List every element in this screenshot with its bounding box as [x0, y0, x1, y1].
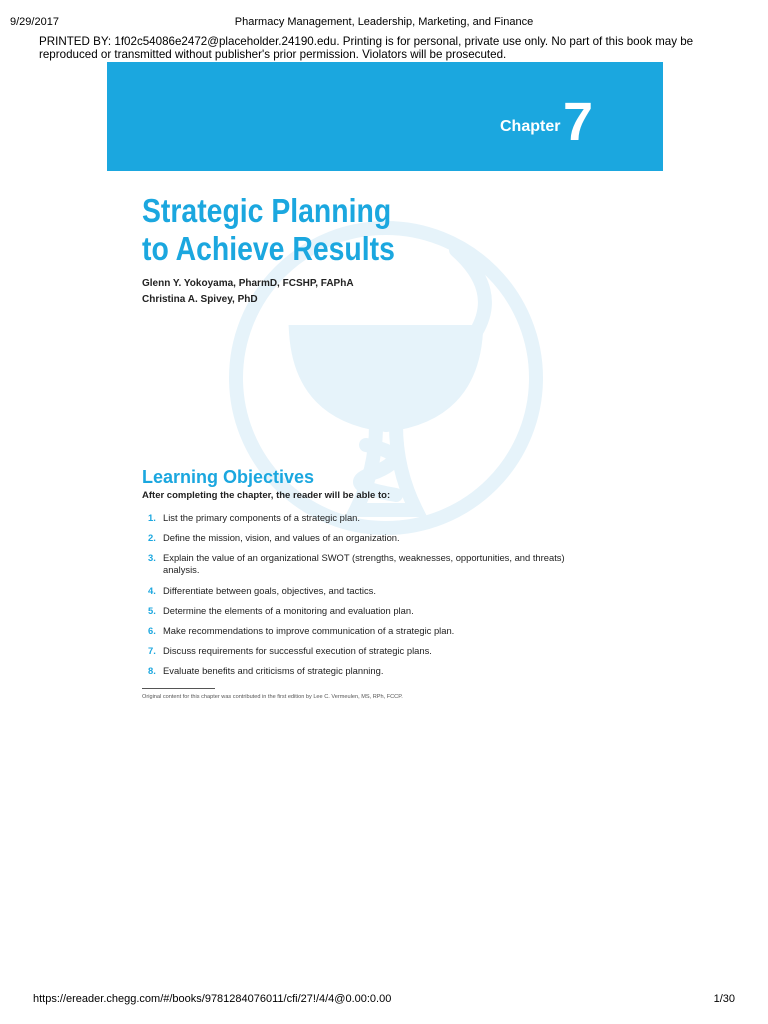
source-url-link[interactable]: https://ereader.chegg.com/#/books/9781284076011/cfi/27!/4/4@0.00:0.00	[33, 993, 392, 1005]
list-item	[148, 605, 568, 617]
learning-objectives-list	[148, 512, 568, 686]
chapter-title-line-1: Strategic Planning	[142, 192, 392, 229]
chapter-title-line-2: to Achieve Results	[142, 230, 395, 267]
item-number: 4.	[148, 584, 156, 596]
author-1: Glenn Y. Yokoyama, PharmD, FCSHP, FAPhA	[142, 278, 354, 289]
list-item	[148, 665, 568, 677]
print-notice: PRINTED BY: 1f02c54086e2472@placeholder.24190.edu. Printing is for personal, private use only. No part of this book may be reproduced or transmitted without publisher's prior permission. Violators will be prosecuted.	[39, 35, 694, 61]
item-text: Discuss requirements for successful execution of strategic plans.	[163, 645, 432, 657]
footnote-divider	[142, 688, 215, 689]
item-text: Determine the elements of a monitoring and evaluation plan.	[163, 604, 414, 616]
chapter-number: 7	[563, 92, 594, 152]
footnote: Original content for this chapter was contributed in the first edition by Lee C. Vermeulen, MS, RPh, FCCP.	[142, 694, 403, 700]
item-number: 7.	[148, 645, 156, 657]
chapter-label: Chapter	[500, 118, 561, 135]
item-number: 1.	[148, 512, 156, 523]
list-item	[148, 552, 568, 576]
list-item	[148, 585, 568, 597]
item-text: Explain the value of an organizational SWOT (strengths, weaknesses, opportunities, and threats) analysis.	[163, 552, 565, 576]
list-item	[148, 532, 568, 544]
author-2: Christina A. Spivey, PhD	[142, 294, 258, 305]
item-number: 3.	[148, 552, 156, 564]
print-date: 9/29/2017	[10, 16, 59, 28]
list-item	[148, 645, 568, 657]
item-number: 8.	[148, 665, 156, 677]
learning-objectives-heading: Learning Objectives	[142, 467, 315, 487]
item-text: Differentiate between goals, objectives, and tactics.	[163, 584, 376, 596]
item-number: 6.	[148, 624, 156, 636]
item-text: List the primary components of a strategic plan.	[163, 512, 360, 523]
list-item	[148, 625, 568, 637]
page-counter: 1/30	[713, 993, 735, 1005]
item-number: 5.	[148, 604, 156, 616]
print-book-title: Pharmacy Management, Leadership, Marketing, and Finance	[234, 16, 534, 28]
list-item	[148, 512, 568, 524]
item-text: Evaluate benefits and criticisms of strategic planning.	[163, 665, 384, 677]
learning-objectives-intro: After completing the chapter, the reader will be able to:	[142, 490, 391, 501]
item-text: Define the mission, vision, and values of an organization.	[163, 532, 400, 544]
item-text: Make recommendations to improve communication of a strategic plan.	[163, 624, 455, 636]
item-number: 2.	[148, 532, 156, 544]
